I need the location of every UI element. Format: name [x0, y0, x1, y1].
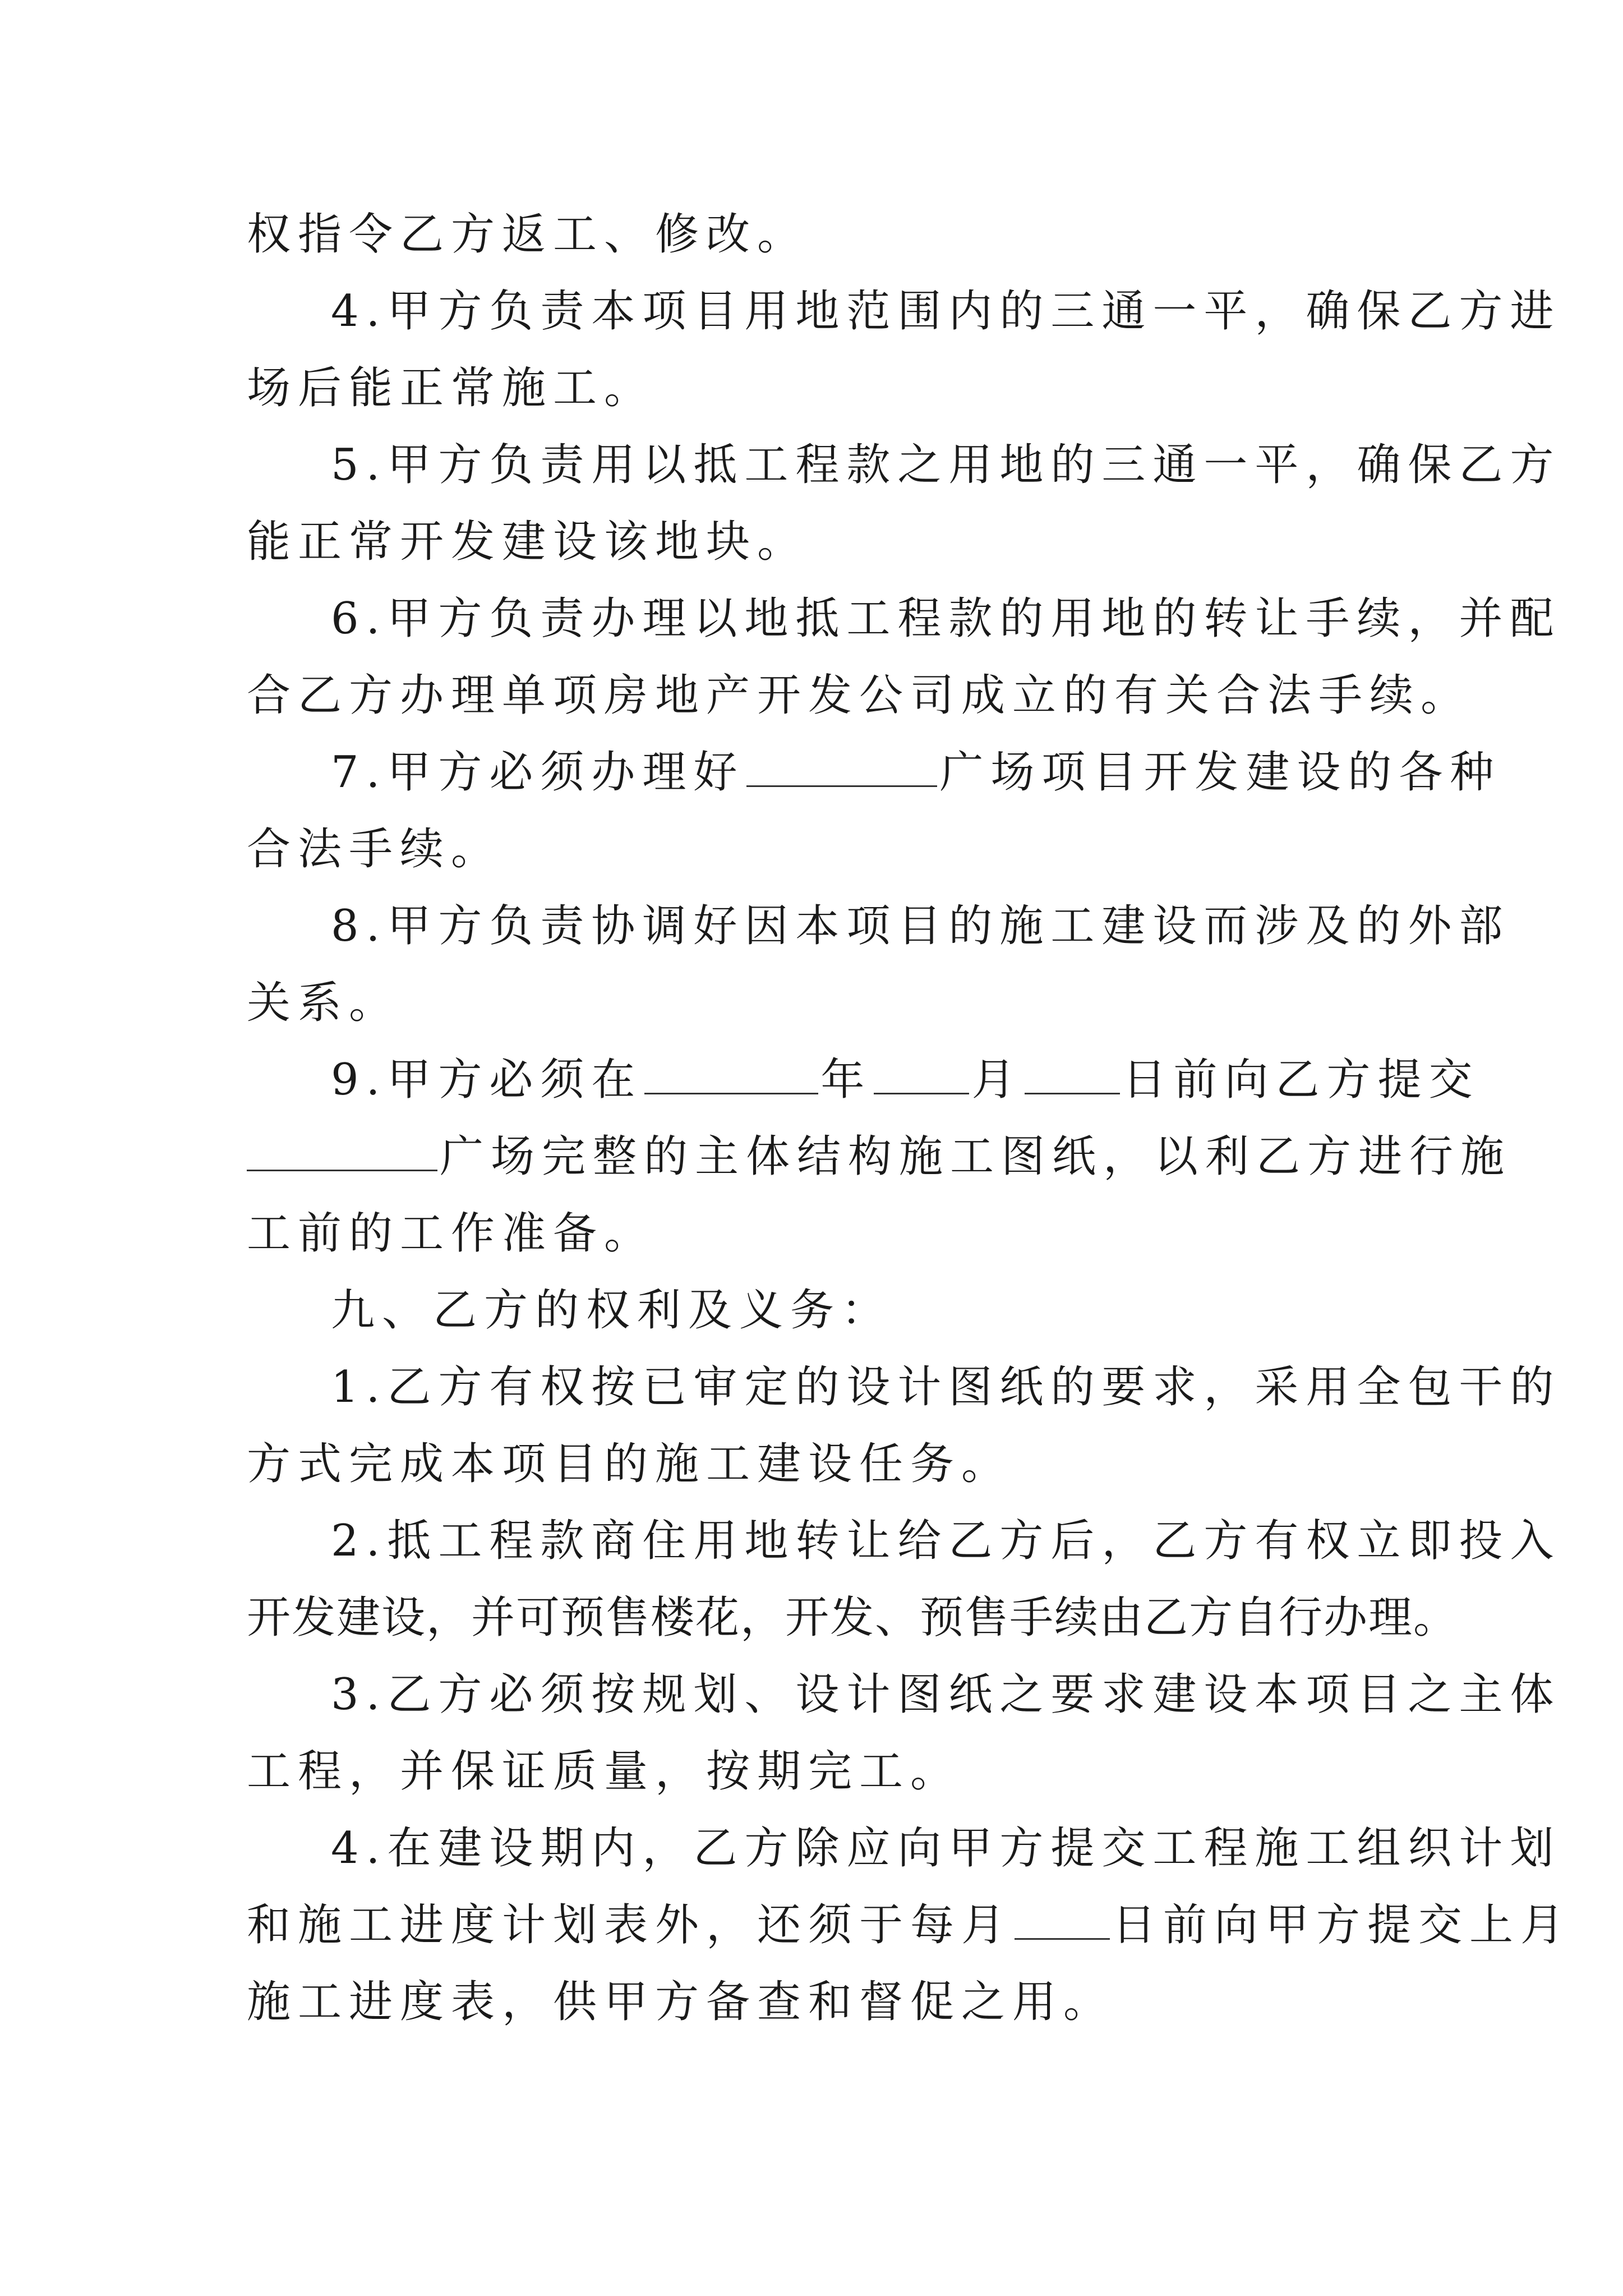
- text-line: [247, 204, 1391, 265]
- text-line: [247, 1203, 1391, 1264]
- line-text: 方式完成本项目的施工建设任务。: [247, 1439, 1013, 1489]
- text-line: [247, 1971, 1391, 2033]
- text-line: [331, 280, 1561, 342]
- line-text: 7.甲方必须办理好: [331, 747, 745, 798]
- fill-in-blank: [644, 1053, 818, 1094]
- line-text: 关系。: [247, 978, 400, 1028]
- line-text: 日前向乙方提交: [1122, 1055, 1480, 1105]
- text-line: [247, 1433, 1391, 1495]
- text-line: [247, 665, 1472, 726]
- line-text: 施工进度表，供甲方备查和督促之用。: [247, 1977, 1115, 2027]
- line-text: 4.在建设期内，乙方除应向甲方提交工程施工组织计划: [331, 1823, 1561, 1874]
- text-line: [247, 818, 1391, 880]
- text-line: [247, 1741, 1391, 1802]
- line-text: 场后能正常施工。: [247, 363, 656, 413]
- fill-in-blank: [746, 746, 937, 787]
- text-line: [247, 1894, 1572, 1956]
- text-line: [331, 434, 1561, 496]
- line-text: 开发建设，并可预售楼花，开发、预售手续由乙方自行办理。: [247, 1593, 1459, 1643]
- text-line: [247, 357, 1391, 419]
- line-text: 1.乙方有权按已审定的设计图纸的要求，采用全包干的: [331, 1362, 1561, 1412]
- line-text: 广场完整的主体结构施工图纸，以利乙方进行施: [440, 1131, 1512, 1182]
- line-text: 合法手续。: [247, 824, 502, 875]
- text-line: [331, 1356, 1561, 1418]
- line-text: 九、乙方的权利及义务：: [331, 1285, 893, 1336]
- text-line: [331, 588, 1561, 650]
- fill-in-blank: [1015, 1899, 1110, 1940]
- fill-in-blank: [874, 1053, 969, 1094]
- text-line: [331, 895, 1510, 957]
- text-line: [331, 1664, 1561, 1726]
- line-text: 和施工进度计划表外，还须于每月: [247, 1900, 1013, 1950]
- line-text: 工前的工作准备。: [247, 1208, 656, 1259]
- text-line: [247, 1587, 1459, 1649]
- line-text: 9.甲方必须在: [331, 1055, 643, 1105]
- line-text: 2.抵工程款商住用地转让给乙方后，乙方有权立即投入: [331, 1516, 1561, 1566]
- fill-in-blank: [1025, 1053, 1120, 1094]
- text-line: [247, 1126, 1512, 1188]
- line-text: 权指令乙方返工、修改。: [247, 209, 809, 260]
- text-line: [331, 1818, 1561, 1879]
- text-line: [331, 1049, 1480, 1111]
- line-text: 月: [971, 1055, 1023, 1105]
- line-text: 4.甲方负责本项目用地范围内的三通一平，确保乙方进: [331, 286, 1561, 337]
- line-text: 日前向甲方提交上月: [1112, 1900, 1572, 1950]
- line-text: 工程，并保证质量，按期完工。: [247, 1746, 962, 1797]
- text-line: [331, 1510, 1561, 1572]
- section-heading: [331, 1280, 1391, 1341]
- line-text: 6.甲方负责办理以地抵工程款的用地的转让手续，并配: [331, 593, 1561, 644]
- fill-in-blank: [247, 1130, 437, 1171]
- line-text: 能正常开发建设该地块。: [247, 517, 809, 567]
- line-text: 年: [820, 1055, 872, 1105]
- line-text: 合乙方办理单项房地产开发公司成立的有关合法手续。: [247, 670, 1472, 721]
- text-line: [331, 742, 1501, 803]
- line-text: 3.乙方必须按规划、设计图纸之要求建设本项目之主体: [331, 1669, 1561, 1720]
- line-text: 5.甲方负责用以抵工程款之用地的三通一平，确保乙方: [331, 440, 1561, 490]
- line-text: 广场项目开发建设的各种: [939, 747, 1501, 798]
- text-line: [247, 511, 1391, 573]
- text-line: [247, 972, 1391, 1034]
- line-text: 8.甲方负责协调好因本项目的施工建设而涉及的外部: [331, 901, 1510, 951]
